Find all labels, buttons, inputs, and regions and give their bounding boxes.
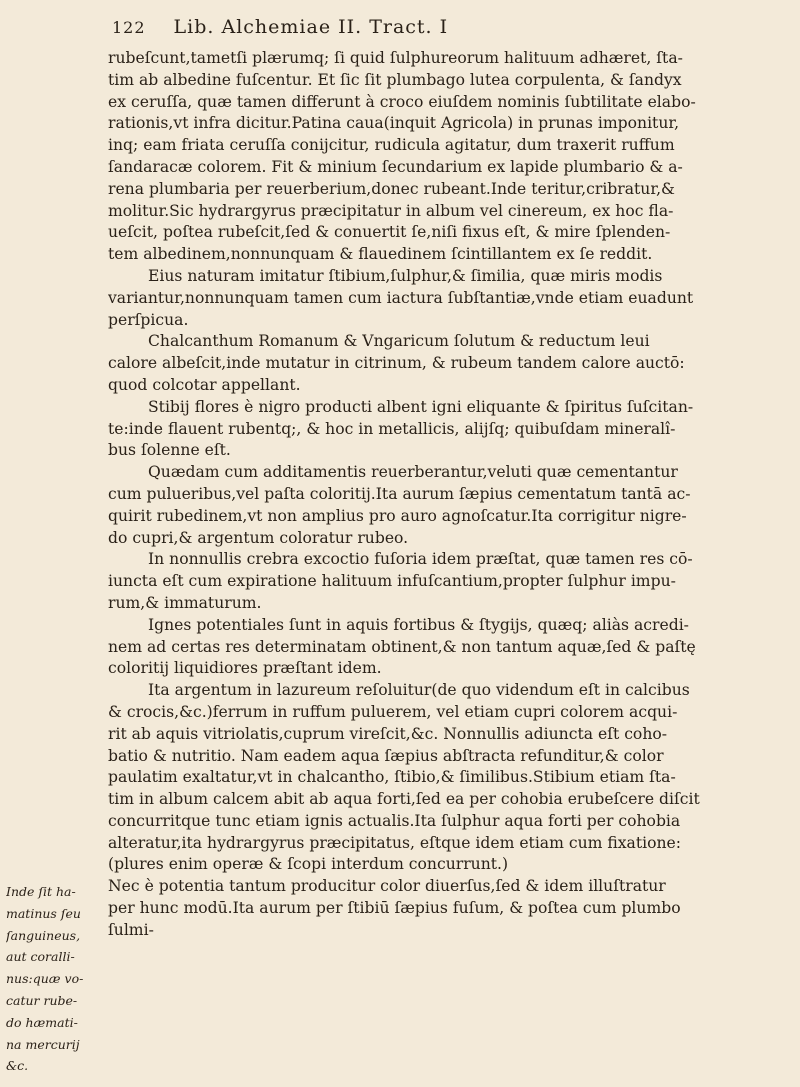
paragraph [108,680,768,942]
text-line: quirit rubedinem,vt non amplius pro auro agnoſcatur.Ita corrigitur nigre- [108,506,687,525]
text-line: rationis,vt infra dicitur.Patina caua(inquit Agricola) in prunas imponitur, [108,114,680,133]
text-line: Nec è potentia tantum producitur color diuerſus,ſed & idem illuſtratur [108,877,666,896]
margin-note-line: nus:quæ vo- [6,971,84,987]
margin-note-line: na mercurij [6,1036,80,1052]
text-line: per hunc modū.Ita aurum per ſtibiū ſæpius fuſum, & poſtea cum plumbo [108,899,681,918]
text-line: ſulmi- [108,920,154,939]
text-line: bus ſolenne eſt. [108,441,231,460]
text-line: ex ceruſſa, quæ tamen differunt à croco eiuſdem nominis ſubtilitate elabo- [108,92,696,111]
text-line: Ignes potentiales ſunt in aquis fortibus & ſtygijs, quæq; aliàs acredi- [148,615,689,634]
margin-note-line: catur rube- [6,992,78,1008]
margin-note-line: &c. [6,1058,29,1074]
margin-note-line: aut coralli- [6,949,75,965]
text-line: In nonnullis crebra excoctio fuſoria idem præſtat, quæ tamen res cō- [148,550,693,569]
text-line: batio & nutritio. Nam eadem aqua ſæpius abſtracta refunditur,& color [108,746,664,765]
text-line: coloritij liquidiores præſtant idem. [108,659,382,678]
margin-note [6,881,106,1077]
main-text [108,48,768,942]
text-line: te:inde flauent rubentq;, & hoc in metallicis, alijſq; quibuſdam mineralî- [108,419,676,438]
text-line: Quædam cum additamentis reuerberantur,veluti quæ cementantur [148,463,678,482]
paragraph [108,462,768,549]
text-line: molitur.Sic hydrargyrus præcipitatur in album vel cinereum, ex hoc fla- [108,201,674,220]
text-line: paulatim exaltatur,vt in chalcantho, ſtibio,& ſimilibus.Stibium etiam ſta- [108,768,676,787]
text-line: Ita argentum in lazureum reſoluitur(de quo videndum eſt in calcibus [148,681,690,700]
text-line: rena plumbaria per reuerberium,donec rubeant.Inde teritur,cribratur,& [108,179,675,198]
paragraph [108,48,768,266]
text-line: Eius naturam imitatur ſtibium,ſulphur,& ſimilia, quæ miris modis [148,266,663,285]
text-line: rubeſcunt,tametſi plærumq; ſi quid ſulphureorum halituum adhæret, ſta- [108,49,683,67]
paragraph [108,615,768,680]
text-line: Stibij flores è nigro producti albent igni eliquante & ſpiritus ſuſcitan- [148,397,694,416]
text-line: tem albedinem,nonnunquam & flauedinem ſcintillantem ex ſe reddit. [108,245,653,264]
margin-note-line: Inde ſit ha- [6,884,76,899]
paragraph [108,397,768,462]
text-line: nem ad certas res determinatam obtinent,& non tantum aquæ,ſed & paſtę [108,637,696,656]
paragraph [108,331,768,396]
text-line: calore albeſcit,inde mutatur in citrinum, & rubeum tandem calore auctō: [108,354,685,373]
text-line: quod colcotar appellant. [108,375,301,394]
text-line: rum,& immaturum. [108,593,262,612]
text-line: iuncta eſt cum expiratione halituum infuſcantium,propter ſulphur impu- [108,572,676,591]
text-line: perſpicua. [108,310,189,329]
text-line: variantur,nonnunquam tamen cum iactura ſubſtantiæ,vnde etiam euadunt [108,288,694,307]
page-header [112,16,760,38]
text-line: cum pulueribus,vel paſta coloritij.Ita aurum ſæpius cementatum tantā ac- [108,484,691,503]
text-line: alteratur,ita hydrargyrus præcipitatus, eſtque idem etiam cum fixatione: [108,833,682,852]
margin-note-line: ſanguineus, [6,927,81,943]
text-line: do cupri,& argentum coloratur rubeo. [108,528,409,547]
margin-note-line: matinus ſeu [6,905,81,921]
text-line: ſandaracæ colorem. Fit & minium ſecundarium ex lapide plumbario & a- [108,157,683,176]
page-number: 122 [112,18,146,37]
text-line: concurritque tunc etiam ignis actualis.Ita ſulphur aqua forti per cohobia [108,811,681,830]
paragraph [108,266,768,331]
text-line: tim in album calcem abit ab aqua forti,ſed ea per cohobia erubeſcere diſcit [108,790,700,809]
text-line: (plures enim operæ & ſcopi interdum concurrunt.) [108,855,509,874]
text-line: inq; eam friata ceruſſa conijcitur, rudicula agitatur, dum traxerit ruffum [108,136,675,155]
margin-note-line: do hæmati- [6,1014,78,1030]
text-line: tim ab albedine fuſcentur. Et ſic ſit plumbago lutea corpulenta, & ſandyx [108,70,682,89]
text-line: rit ab aquis vitriolatis,cuprum vireſcit,&c. Nonnullis adiuncta eſt coho- [108,724,668,743]
text-line: Chalcanthum Romanum & Vngaricum ſolutum & reductum leui [148,332,650,351]
text-line: & crocis,&c.)ferrum in ruffum puluerem, vel etiam cupri colorem acqui- [108,702,678,721]
text-line: ueſcit, poſtea rubeſcit,ſed & conuertit ſe,niſi fixus eſt, & mire ſplenden- [108,223,671,242]
paragraph [108,549,768,614]
running-title: Lib. Alchemiae II. Tract. I [173,16,449,38]
